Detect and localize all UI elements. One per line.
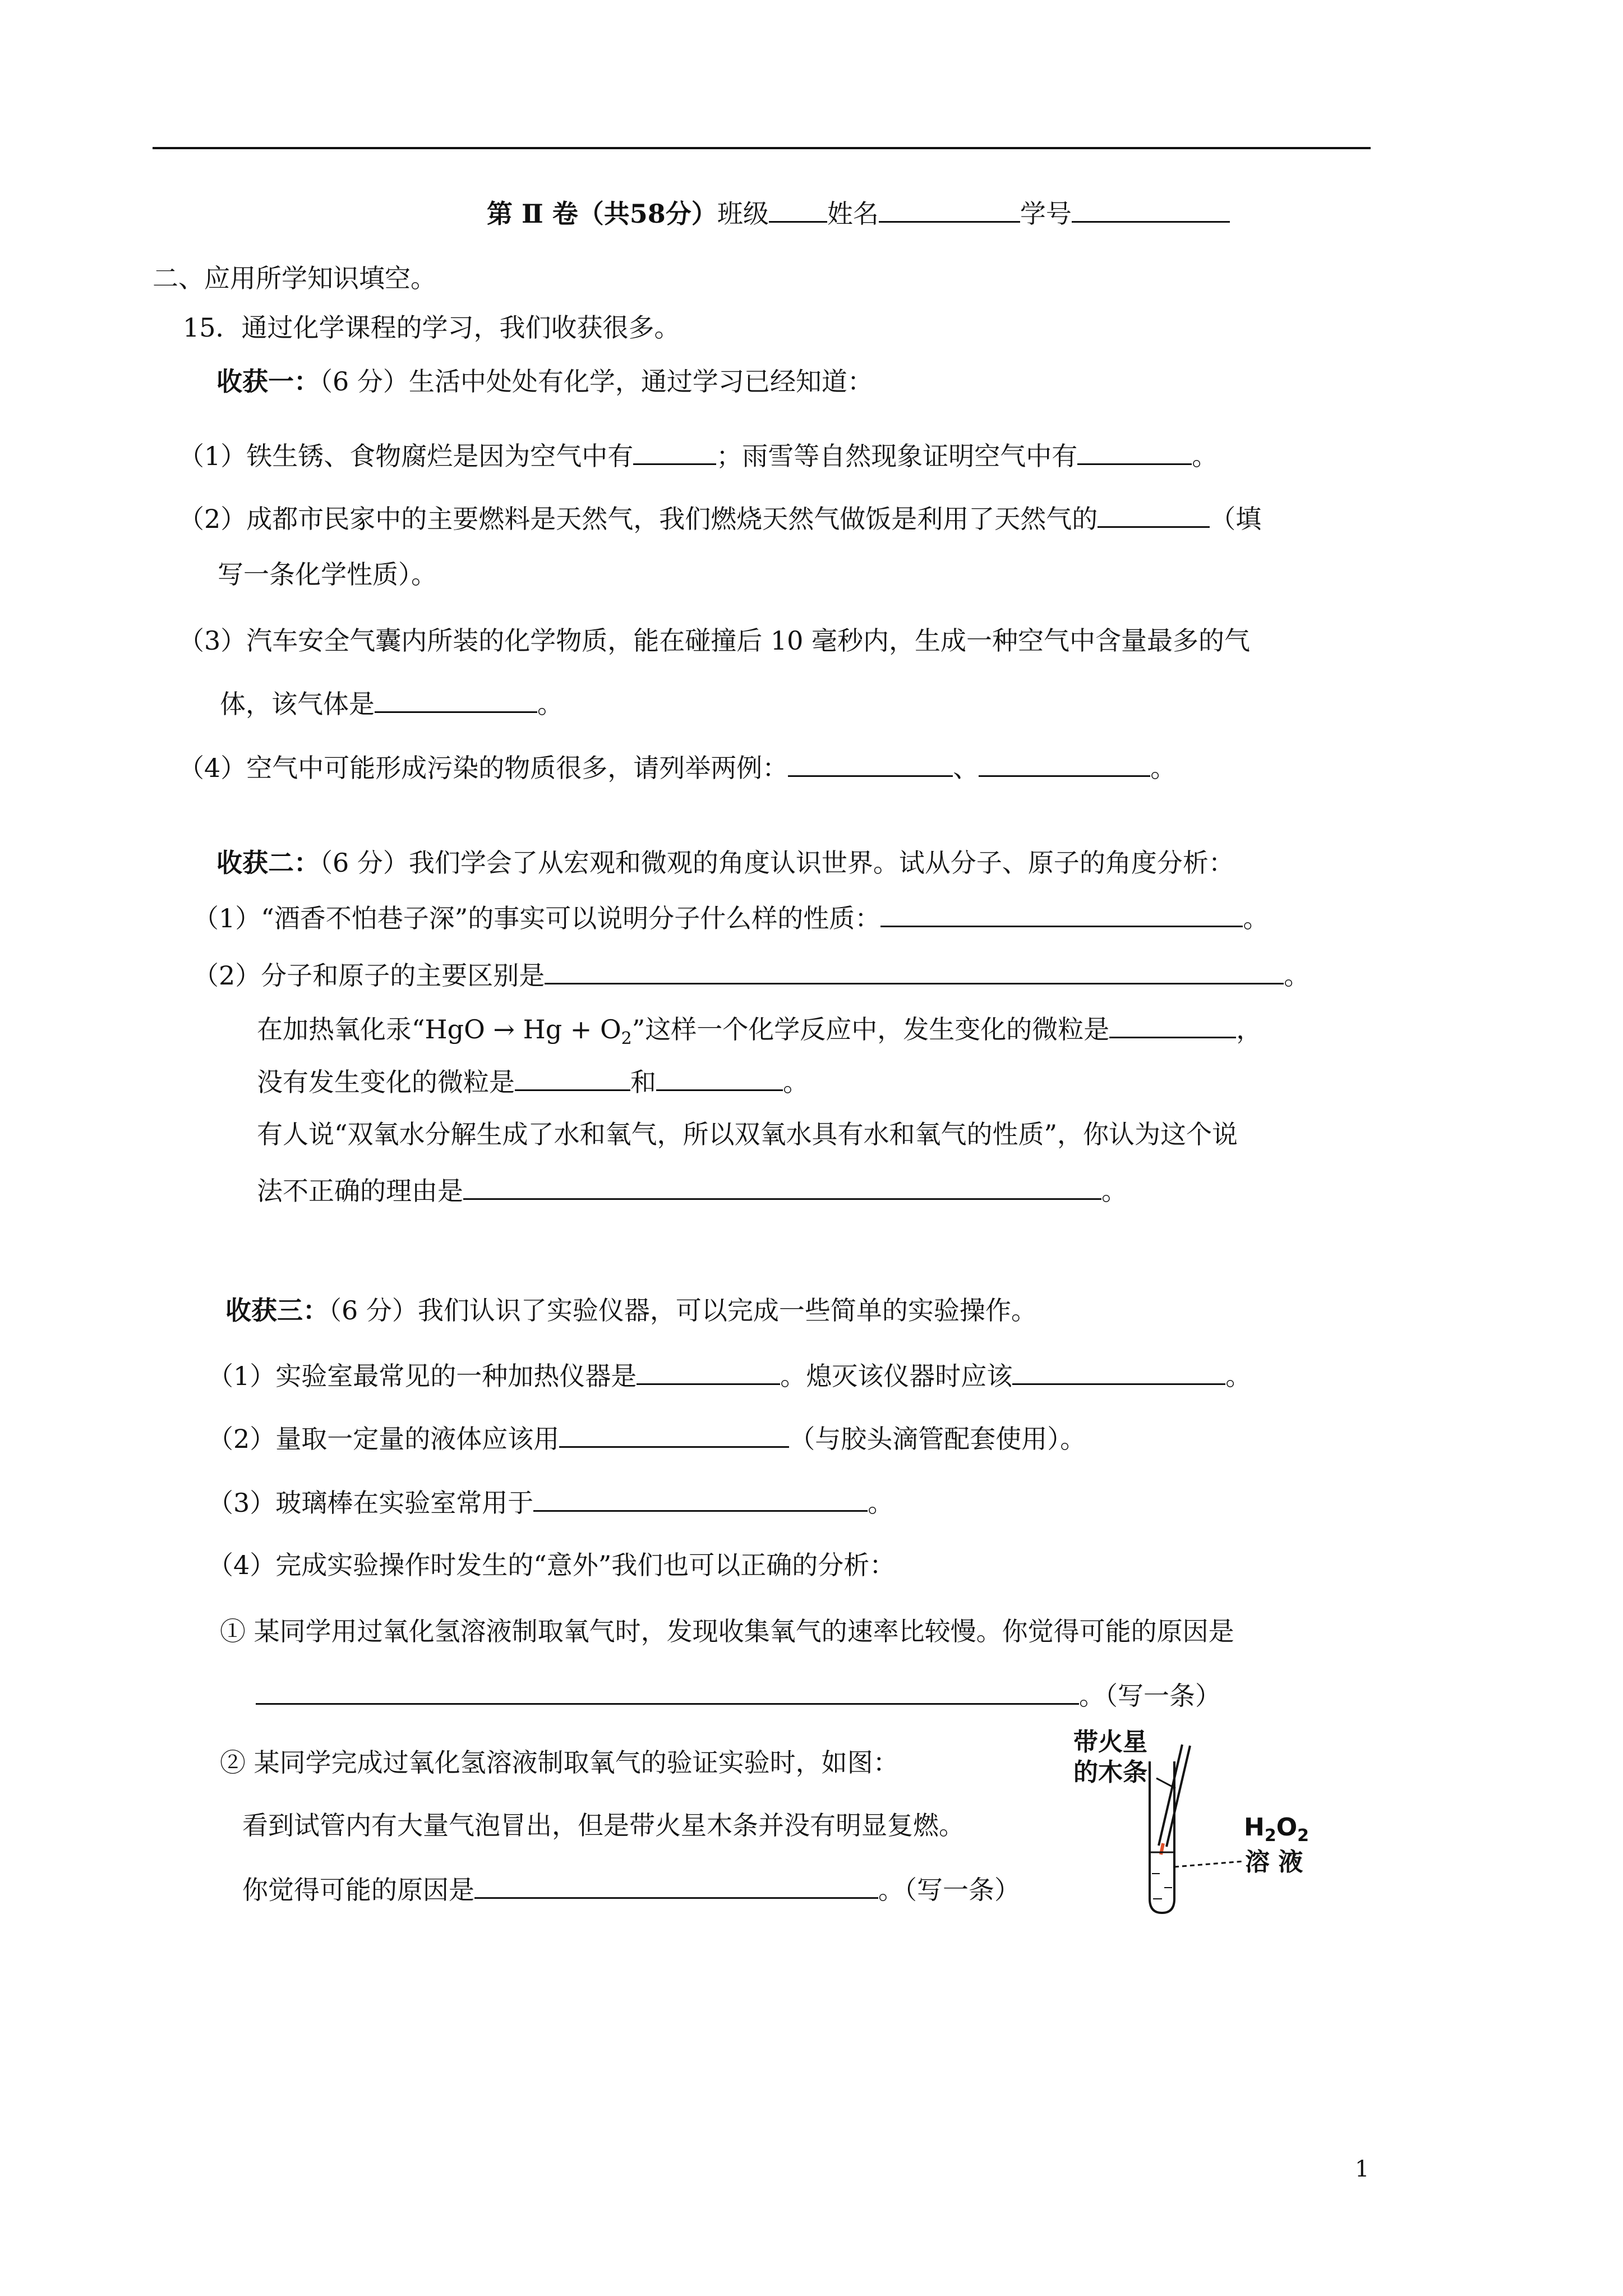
h2-unchanged-particles-line (257, 1064, 809, 1099)
h3-q1-blank-1[interactable] (637, 1358, 780, 1385)
h2-reaction-text-c: ”这样一个化学反应中，发生变化的微粒是 (631, 1014, 1110, 1045)
h1-q4-end: 。 (1150, 753, 1177, 783)
harvest-3-heading (225, 1294, 1037, 1327)
h3-question-1 (208, 1358, 1251, 1393)
h2-changed-particle-blank[interactable] (1109, 1011, 1236, 1038)
harvest-2-heading (216, 846, 1234, 880)
test-tube-icon (1066, 1728, 1335, 1918)
h1-q2-text-b: （填 (1210, 504, 1262, 534)
h1-question-4 (178, 749, 1176, 785)
h1-q1-end: 。 (1192, 441, 1218, 471)
h1-q1-blank-2[interactable] (1077, 438, 1192, 465)
h1-question-1 (178, 438, 1218, 473)
harvest-1-desc: （6 分）生活中处处有化学，通过学习已经知道： (320, 366, 873, 397)
h1-q2-continuation: 写一条化学性质）。 (218, 559, 437, 590)
h1-q2-blank[interactable] (1098, 500, 1210, 528)
h3-q2-blank[interactable] (559, 1420, 789, 1448)
h2-q1-blank[interactable] (880, 900, 1243, 927)
question-15-intro: 15．通过化学课程的学习，我们收获很多。 (183, 312, 680, 343)
h3-q1-text-b: 。熄灭该仪器时应该 (780, 1361, 1013, 1391)
h3-q4-2-text: 你觉得可能的原因是 (242, 1875, 474, 1905)
h2-reason-line (257, 1172, 1127, 1208)
h3-q1-end: 。 (1225, 1361, 1252, 1391)
test-tube-figure (1066, 1728, 1335, 1918)
section-volume-title: 第 Ⅱ 卷（共58分） (487, 199, 717, 229)
h3-q4-1-blank[interactable] (256, 1677, 1079, 1705)
harvest-3-desc: （6 分）我们认识了实验仪器，可以完成一些简单的实验操作。 (329, 1295, 1037, 1326)
h3-q4-1-end: 。（写一条） (1079, 1681, 1221, 1711)
h3-question-4: （4）完成实验操作时发生的“意外”我们也可以正确的分析： (208, 1550, 896, 1580)
h3-q2-text-a: （2）量取一定量的液体应该用 (208, 1424, 560, 1454)
h3-q4-item-2-answer (242, 1871, 1020, 1907)
h2o2-h: H (1244, 1813, 1265, 1842)
splint-label-line-2: 的木条 (1073, 1758, 1147, 1787)
oxygen-subscript: 2 (621, 1029, 632, 1049)
h1-q4-text: （4）空气中可能形成污染的物质很多，请列举两例： (178, 753, 789, 783)
h1-q4-sep: 、 (953, 753, 979, 783)
h1-q2-text-a: （2）成都市民家中的主要燃料是天然气，我们燃烧天然气做饭是利用了天然气的 (178, 504, 1098, 534)
h3-q3-text: （3）玻璃棒在实验室常用于 (208, 1488, 534, 1518)
h2o2-sub-1: 2 (1264, 1825, 1276, 1846)
h2-unchanged-text: 没有发生变化的微粒是 (257, 1067, 515, 1097)
h2-q1-end: 。 (1243, 903, 1269, 933)
harvest-2-desc: （6 分）我们学会了从宏观和微观的角度认识世界。试从分子、原子的角度分析： (320, 848, 1234, 878)
h3-q4-item-1-answer (256, 1677, 1221, 1713)
h2-unchanged-end: 。 (783, 1067, 809, 1097)
h2-unchanged-blank-2[interactable] (656, 1064, 783, 1091)
h2-q2-end: 。 (1284, 960, 1310, 991)
name-blank[interactable] (879, 195, 1020, 223)
h3-q4-2-end: 。（写一条） (878, 1875, 1020, 1905)
h3-q4-2-blank[interactable] (474, 1871, 878, 1899)
h3-q3-end: 。 (868, 1488, 894, 1518)
harvest-3-label: 收获三： (225, 1295, 329, 1326)
h2-unchanged-blank-1[interactable] (515, 1064, 630, 1091)
harvest-1-label: 收获一： (216, 366, 320, 397)
h2-peroxide-statement: 有人说“双氧水分解生成了水和氧气，所以双氧水具有水和氧气的性质”，你认为这个说 (257, 1119, 1238, 1149)
h2-q2-text: （2）分子和原子的主要区别是 (193, 960, 545, 991)
class-blank[interactable] (769, 195, 827, 223)
h3-question-3 (208, 1484, 893, 1520)
h2-reaction-text-b: Hg + O (523, 1014, 621, 1045)
solution-label: 溶 液 (1245, 1848, 1303, 1876)
h1-q4-blank-1[interactable] (788, 749, 953, 777)
harvest-1-heading (216, 365, 873, 398)
h3-q4-item-1: ① 某同学用过氧化氢溶液制取氧气时，发现收集氧气的速率比较慢。你觉得可能的原因是 (220, 1616, 1234, 1646)
class-label: 班级 (717, 199, 769, 229)
page-number: 1 (1355, 2156, 1370, 2182)
h1-q3-text-b: 体，该气体是 (220, 689, 375, 719)
id-label: 学号 (1020, 199, 1072, 229)
harvest-2-label: 收获二： (216, 848, 320, 878)
h1-q3-continuation (220, 685, 563, 721)
splint-label-line-1: 带火星 (1073, 1728, 1147, 1756)
h1-question-2 (178, 500, 1261, 536)
h3-q1-blank-2[interactable] (1012, 1358, 1225, 1385)
h3-q4-item-2-observation: 看到试管内有大量气泡冒出，但是带火星木条并没有明显复燃。 (242, 1810, 965, 1841)
h2-q2-blank[interactable] (545, 957, 1284, 984)
name-label: 姓名 (827, 199, 879, 229)
h2-question-2 (193, 957, 1310, 992)
h3-question-2 (208, 1420, 1086, 1456)
h2-q2-reaction-line (257, 1011, 1262, 1056)
h2-reaction-end: ， (1236, 1014, 1262, 1045)
exam-header (487, 195, 1230, 231)
h2-reason-end: 。 (1101, 1176, 1127, 1206)
id-blank[interactable] (1072, 195, 1230, 223)
h2-reason-blank[interactable] (463, 1172, 1101, 1200)
h1-q4-blank-2[interactable] (979, 749, 1150, 777)
h2-reason-text: 法不正确的理由是 (257, 1176, 463, 1206)
h3-q1-text-a: （1）实验室最常见的一种加热仪器是 (208, 1361, 637, 1391)
section-title: 二、应用所学知识填空。 (153, 263, 436, 293)
reaction-arrow-icon: → (493, 1014, 515, 1045)
h2-question-1 (193, 900, 1269, 935)
h3-q4-item-2: ② 某同学完成过氧化氢溶液制取氧气的验证实验时，如图： (220, 1747, 899, 1778)
h1-q1-blank-1[interactable] (633, 438, 716, 465)
h2-reaction-text-a: 在加热氧化汞“HgO (257, 1014, 485, 1045)
h1-q1-text-b: ；雨雪等自然现象证明空气中有 (716, 441, 1078, 471)
h1-q3-blank[interactable] (375, 685, 537, 713)
h1-question-3: （3）汽车安全气囊内所装的化学物质，能在碰撞后 10 毫秒内，生成一种空气中含量最多的气 (178, 625, 1251, 656)
header-rule (153, 147, 1371, 149)
h1-q3-end: 。 (537, 689, 563, 719)
h2o2-sub-2: 2 (1297, 1825, 1309, 1846)
h3-q2-text-b: （与胶头滴管配套使用）。 (789, 1424, 1086, 1454)
h2o2-o: O (1276, 1813, 1298, 1842)
h1-q1-text-a: （1）铁生锈、食物腐烂是因为空气中有 (178, 441, 634, 471)
h3-q3-blank[interactable] (533, 1484, 868, 1512)
h2-and: 和 (630, 1067, 656, 1097)
h2-q1-text: （1）“酒香不怕巷子深”的事实可以说明分子什么样的性质： (193, 903, 881, 933)
